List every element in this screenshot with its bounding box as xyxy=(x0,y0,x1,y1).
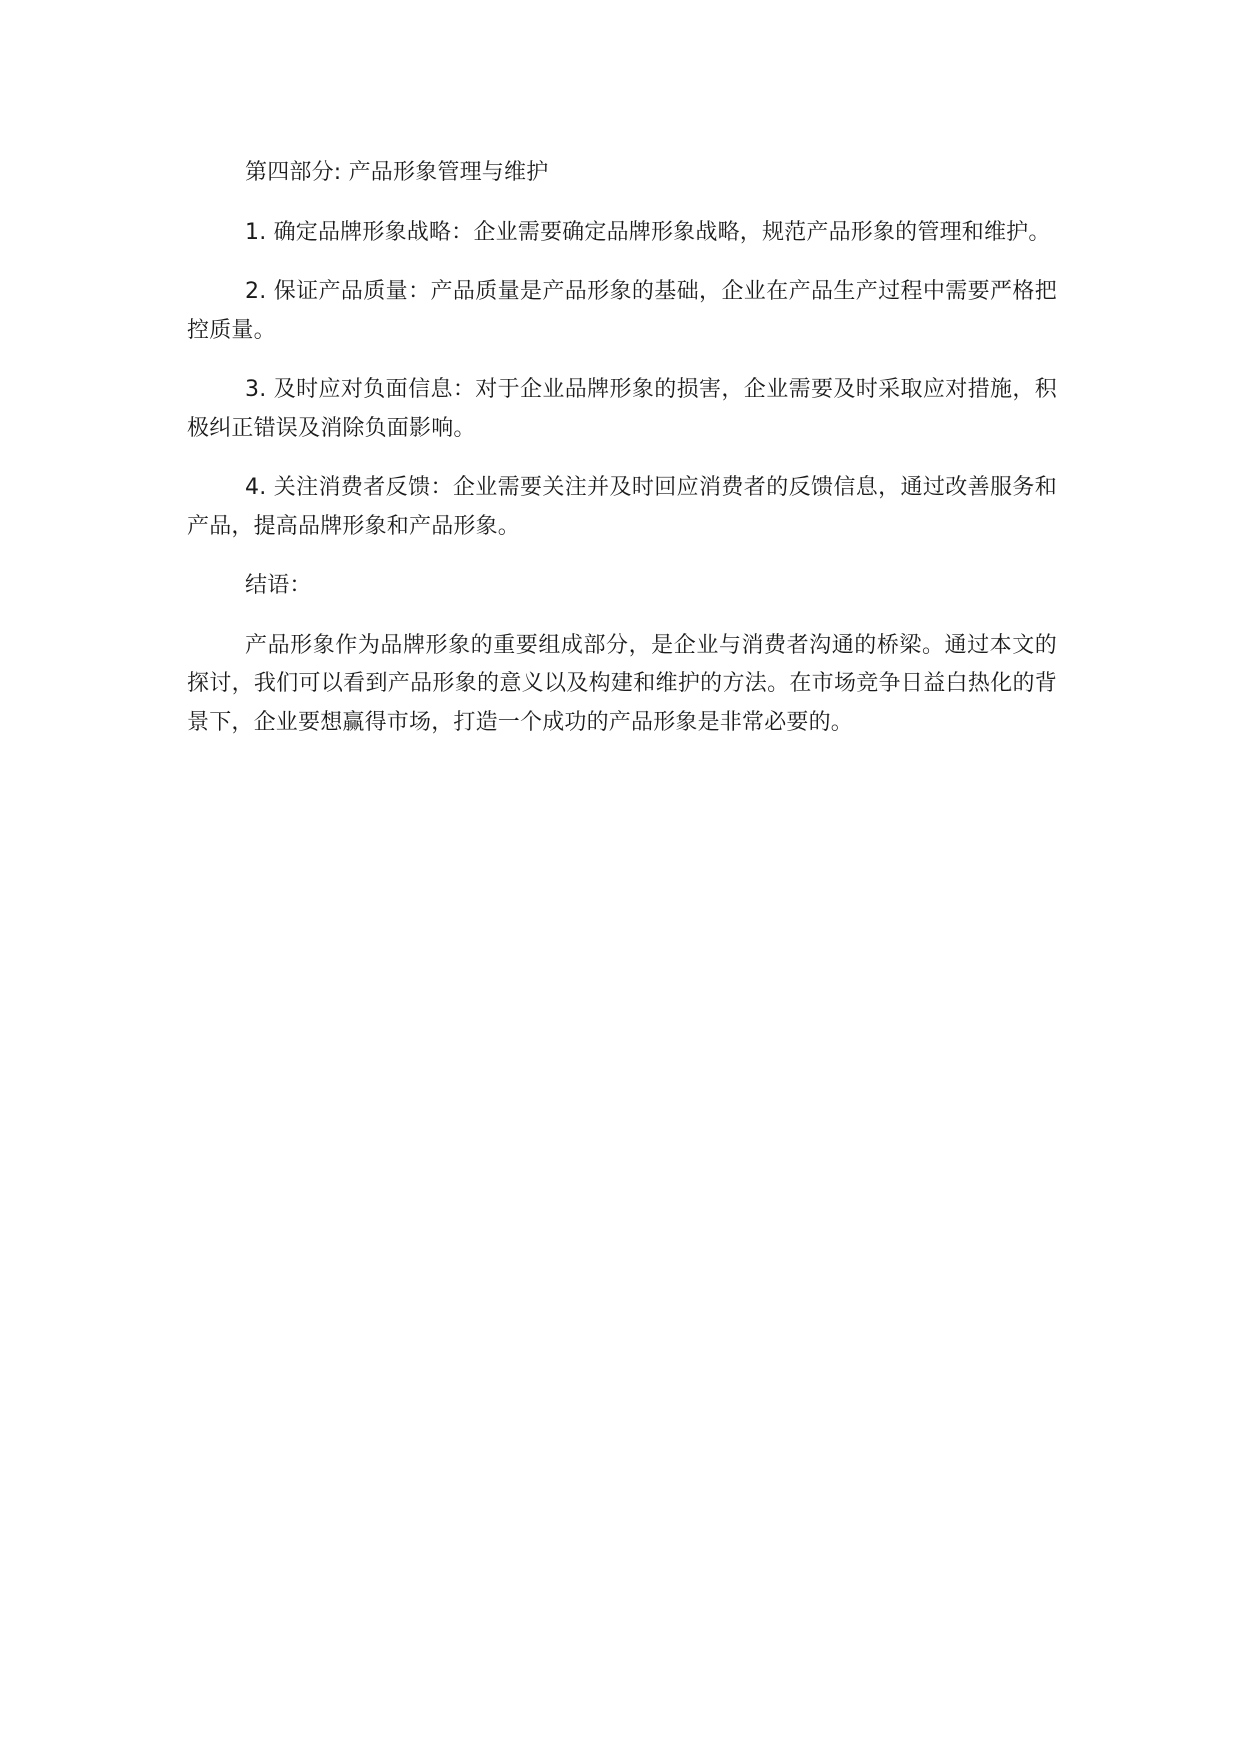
conclusion-paragraph: 产品形象作为品牌形象的重要组成部分，是企业与消费者沟通的桥梁。通过本文的探讨，我们可以看到产品形象的意义以及构建和维护的方法。在市场竞争日益白热化的背景下，企业要想赢得市场，打造一个成功的产品形象是非常必要的。 xyxy=(187,632,1057,735)
list-item: 2. 保证产品质量：产品质量是产品形象的基础，企业在产品生产过程中需要严格把控质量。 xyxy=(187,279,1057,343)
document-body xyxy=(187,154,1057,742)
list-item: 3. 及时应对负面信息：对于企业品牌形象的损害，企业需要及时采取应对措施，积极纠正错误及消除负面影响。 xyxy=(187,377,1057,441)
list-item: 4. 关注消费者反馈：企业需要关注并及时回应消费者的反馈信息，通过改善服务和产品，提高品牌形象和产品形象。 xyxy=(187,475,1057,539)
list-item: 1. 确定品牌形象战略：企业需要确定品牌形象战略，规范产品形象的管理和维护。 xyxy=(245,219,1051,245)
conclusion-heading: 结语： xyxy=(245,573,312,598)
section-heading: 第四部分: 产品形象管理与维护 xyxy=(245,160,549,185)
